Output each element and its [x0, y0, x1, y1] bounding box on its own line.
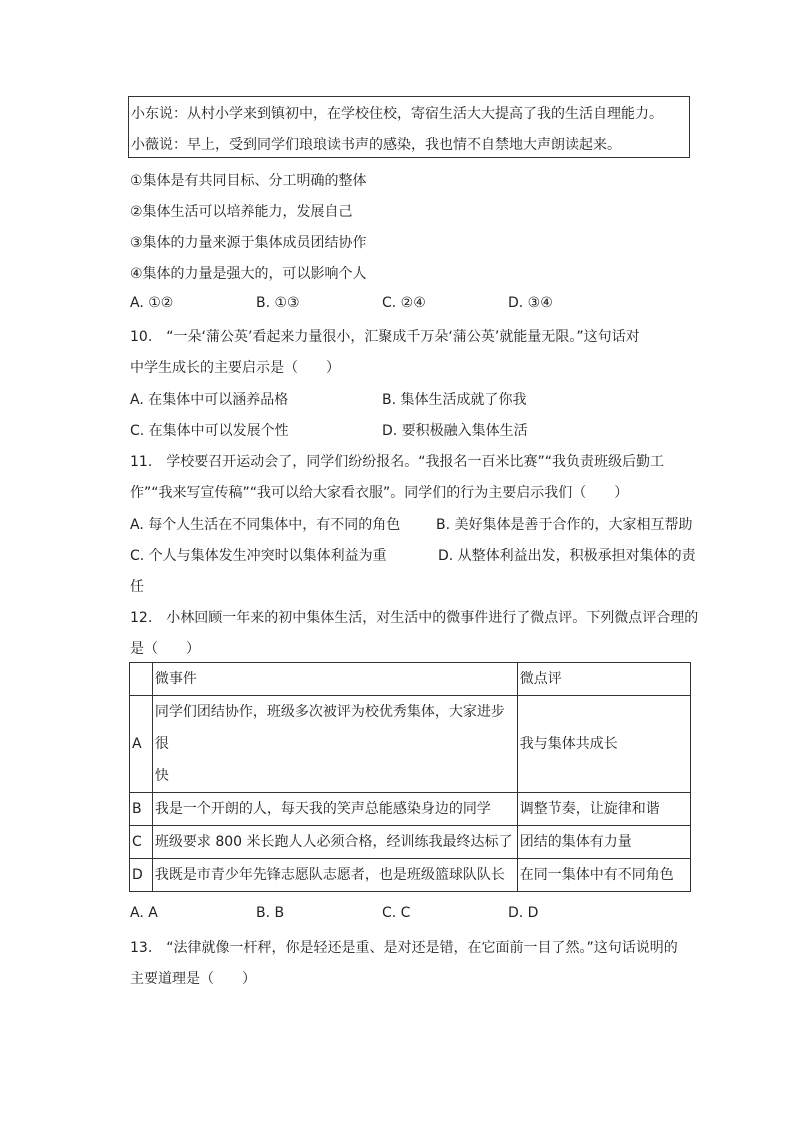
table-header-row	[130, 663, 691, 696]
q9-option-b[interactable]: B. ①③	[256, 295, 300, 311]
row-label: C	[130, 826, 153, 859]
table-row	[130, 696, 691, 793]
table-header-event: 微事件	[152, 663, 517, 696]
q11-option-d[interactable]: D. 从整体利益出发，积极承担对集体的责	[438, 548, 696, 564]
table-header-comment: 微点评	[517, 663, 690, 696]
q9-statement-2: ②集体生活可以培养能力，发展自己	[130, 204, 353, 220]
q9-statement-4: ④集体的力量是强大的，可以影响个人	[130, 266, 367, 282]
row-label: D	[130, 859, 153, 892]
row-comment: 团结的集体有力量	[517, 826, 690, 859]
q11-option-d-continued: 任	[130, 579, 144, 595]
q12-option-d[interactable]: D. D	[508, 905, 539, 921]
q11-option-a[interactable]: A. 每个人生活在不同集体中，有不同的角色	[130, 517, 401, 533]
quote-line-2: 小薇说：早上，受到同学们琅琅读书声的感染，我也情不自禁地大声朗读起来。	[131, 137, 621, 153]
q9-statement-1: ①集体是有共同目标、分工明确的整体	[130, 173, 367, 189]
table-row	[130, 793, 691, 826]
row-event-line-1: 同学们团结协作，班级多次被评为校优秀集体，大家进步很	[154, 704, 505, 752]
q11-stem-line-1: 11. 学校要召开运动会了，同学们纷纷报名。“我报名一百米比赛”“我负责班级后勤工	[130, 454, 665, 470]
q10-option-a[interactable]: A. 在集体中可以涵养品格	[130, 392, 289, 408]
row-event: 我既是市青少年先锋志愿队志愿者，也是班级篮球队队长	[152, 859, 517, 892]
q11-stem-line-2: 作”“我来写宣传稿”“我可以给大家看衣服”。同学们的行为主要启示我们（ ）	[130, 485, 629, 501]
q12-stem-line-2: 是（ ）	[130, 641, 200, 657]
q9-statement-3: ③集体的力量来源于集体成员团结协作	[130, 235, 367, 251]
row-event: 班级要求 800 米长跑人人必须合格，经训练我最终达标了	[152, 826, 517, 859]
q13-stem-line-1: 13. “法律就像一杆秤，你是轻还是重、是对还是错，在它面前一目了然。”这句话说明的	[130, 940, 678, 956]
q12-option-c[interactable]: C. C	[382, 905, 411, 921]
row-comment: 调整节奏，让旋律和谐	[517, 793, 690, 826]
q12-event-table	[129, 662, 691, 892]
q9-option-a[interactable]: A. ①②	[130, 295, 174, 311]
table-row	[130, 826, 691, 859]
row-comment: 在同一集体中有不同角色	[517, 859, 690, 892]
q10-stem-line-1: 10. “一朵‘蒲公英’看起来力量很小，汇聚成千万朵‘蒲公英’就能量无限。”这句话对	[130, 329, 640, 345]
q13-stem-line-2: 主要道理是（ ）	[130, 971, 256, 987]
q12-option-b[interactable]: B. B	[256, 905, 285, 921]
quote-box	[128, 96, 690, 158]
q10-option-c[interactable]: C. 在集体中可以发展个性	[130, 423, 289, 439]
row-comment: 我与集体共成长	[517, 696, 690, 793]
row-event: 我是一个开朗的人，每天我的笑声总能感染身边的同学	[152, 793, 517, 826]
q11-option-b[interactable]: B. 美好集体是善于合作的，大家相互帮助	[436, 517, 693, 533]
q9-option-c[interactable]: C. ②④	[382, 295, 426, 311]
q11-option-c[interactable]: C. 个人与集体发生冲突时以集体利益为重	[130, 548, 387, 564]
row-event	[152, 696, 517, 793]
table-row	[130, 859, 691, 892]
quote-line-1: 小东说：从村小学来到镇初中，在学校住校，寄宿生活大大提高了我的生活自理能力。	[131, 106, 663, 122]
q9-option-d[interactable]: D. ③④	[508, 295, 553, 311]
row-event-line-2: 快	[154, 768, 169, 784]
q10-option-b[interactable]: B. 集体生活成就了你我	[382, 392, 527, 408]
row-label: A	[130, 696, 153, 793]
q10-stem-line-2: 中学生成长的主要启示是（ ）	[130, 360, 340, 376]
table-header-label	[130, 663, 153, 696]
row-label: B	[130, 793, 153, 826]
q12-stem-line-1: 12. 小林回顾一年来的初中集体生活，对生活中的微事件进行了微点评。下列微点评合理的	[130, 610, 699, 626]
q12-option-a[interactable]: A. A	[130, 905, 158, 921]
q10-option-d[interactable]: D. 要积极融入集体生活	[382, 423, 528, 439]
